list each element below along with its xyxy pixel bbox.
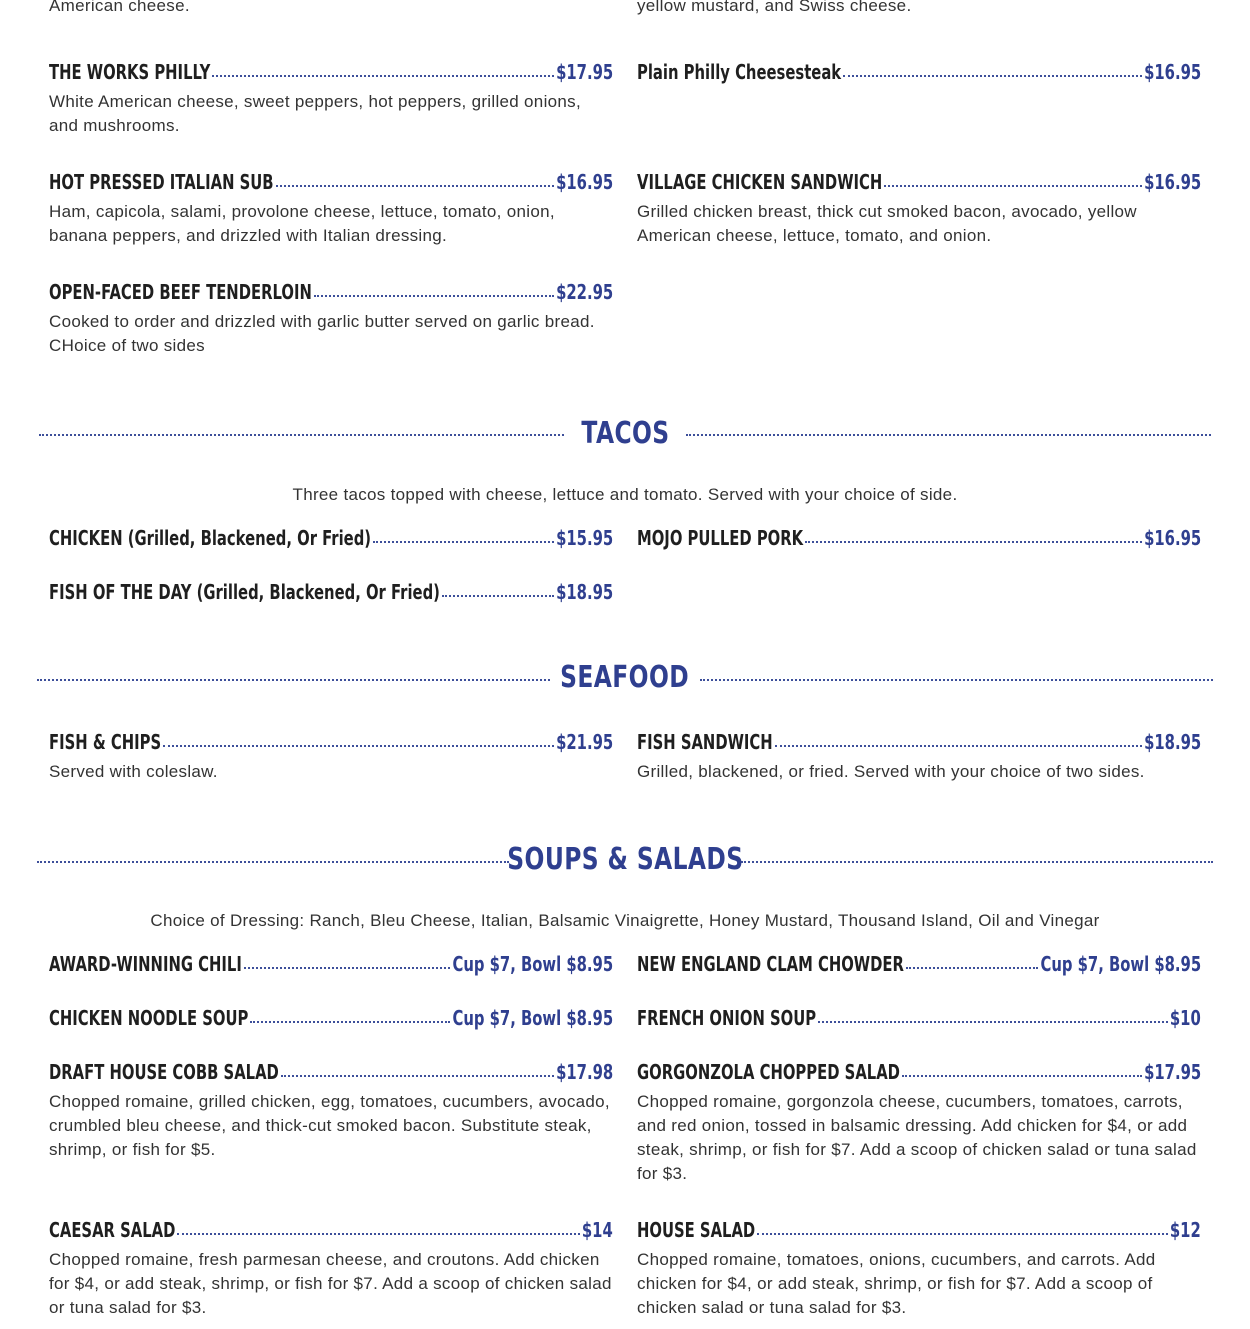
dotted-leader: [757, 1233, 1168, 1235]
dotted-leader: [884, 185, 1142, 187]
item-description: Served with coleslaw.: [49, 762, 218, 781]
dotted-leader: [902, 1075, 1142, 1077]
item-description: Chopped romaine, gorgonzola cheese, cucumbers, tomatoes, carrots, and red onion, tossed in balsamic dressing. Add chicken for $4, or add steak, shrimp, or fish for $7. Add a scoop of chicken salad or tuna salad for $3.: [637, 1092, 1197, 1183]
section-title-soups-salads: SOUPS & SALADS: [506, 842, 744, 877]
item-price: $17.98: [555, 1060, 613, 1084]
item-name: FRENCH ONION SOUP: [637, 1006, 817, 1030]
menu-item: [49, 946, 613, 976]
item-description: Ham, capicola, salami, provolone cheese, lettuce, tomato, onion, banana peppers, and drizzled with Italian dressing.: [49, 202, 555, 245]
menu-item: [637, 1212, 1201, 1320]
menu-item: [637, 1000, 1201, 1030]
item-name: THE WORKS PHILLY: [49, 60, 211, 84]
section-title-seafood: SEAFOOD: [560, 660, 690, 695]
item-price: $16.95: [1143, 170, 1201, 194]
item-name: FISH SANDWICH: [637, 730, 773, 754]
section-note-dressing: Choice of Dressing: Ranch, Bleu Cheese, Italian, Balsamic Vinaigrette, Honey Mustard, Thousand Island, Oil and Vinegar: [150, 911, 1100, 930]
item-price: $10: [1170, 1006, 1201, 1030]
item-price: $21.95: [555, 730, 613, 754]
item-price: Cup $7, Bowl $8.95: [452, 1006, 613, 1030]
item-name: FISH & CHIPS: [49, 730, 162, 754]
item-price: $22.95: [555, 280, 613, 304]
menu-item: [637, 164, 1201, 248]
item-price: $16.95: [1143, 60, 1201, 84]
dotted-leader: [281, 1075, 554, 1077]
dotted-leader: [818, 1021, 1168, 1023]
menu-item: [49, 164, 613, 248]
item-name: HOT PRESSED ITALIAN SUB: [49, 170, 274, 194]
dotted-leader: [212, 75, 554, 77]
dotted-leader: [163, 745, 554, 747]
item-name: CAESAR SALAD: [49, 1218, 176, 1242]
menu-item: [637, 54, 1201, 84]
menu-item: [49, 574, 613, 604]
dotted-leader: [177, 1233, 580, 1235]
section-title-tacos: TACOS: [580, 416, 670, 451]
item-description: Grilled chicken breast, thick cut smoked bacon, avocado, yellow American cheese, lettuce, tomato, and onion.: [637, 202, 1137, 245]
item-price: $15.95: [555, 526, 613, 550]
menu-item: [49, 274, 613, 358]
menu-item: [49, 1000, 613, 1030]
item-name: DRAFT HOUSE COBB SALAD: [49, 1060, 279, 1084]
item-description: Grilled, blackened, or fried. Served with your choice of two sides.: [637, 762, 1145, 781]
dotted-leader: [276, 185, 554, 187]
item-price: $16.95: [555, 170, 613, 194]
item-price: Cup $7, Bowl $8.95: [452, 952, 613, 976]
item-price: $17.95: [1143, 1060, 1201, 1084]
item-name: Plain Philly Cheesesteak: [637, 60, 842, 84]
item-price: $18.95: [1143, 730, 1201, 754]
carryover-description-right: yellow mustard, and Swiss cheese.: [637, 0, 912, 15]
menu-item: [49, 724, 613, 784]
item-name: VILLAGE CHICKEN SANDWICH: [637, 170, 883, 194]
item-price: $12: [1170, 1218, 1201, 1242]
item-price: $17.95: [555, 60, 613, 84]
menu-item: [637, 520, 1201, 550]
menu-item: [637, 724, 1201, 784]
item-name: GORGONZOLA CHOPPED SALAD: [637, 1060, 900, 1084]
menu-item: [49, 520, 613, 550]
item-price: $14: [582, 1218, 613, 1242]
item-name: NEW ENGLAND CLAM CHOWDER: [637, 952, 904, 976]
item-price: Cup $7, Bowl $8.95: [1040, 952, 1201, 976]
carryover-description-left: American cheese.: [49, 0, 190, 15]
item-description: White American cheese, sweet peppers, hot peppers, grilled onions, and mushrooms.: [49, 92, 581, 135]
item-price: $16.95: [1143, 526, 1201, 550]
item-name: CHICKEN NOODLE SOUP: [49, 1006, 249, 1030]
menu-item: [49, 1054, 613, 1162]
dotted-leader: [775, 745, 1142, 747]
menu-item: [49, 1212, 613, 1320]
item-name: HOUSE SALAD: [637, 1218, 756, 1242]
item-description: Chopped romaine, tomatoes, onions, cucumbers, and carrots. Add chicken for $4, or add steak, shrimp, or fish for $7. Add a scoop of chicken salad or tuna salad for $3.: [637, 1250, 1156, 1317]
item-description: Cooked to order and drizzled with garlic butter served on garlic bread. CHoice of two sides: [49, 312, 595, 355]
menu-item: [637, 946, 1201, 976]
menu-item: [637, 1054, 1201, 1186]
item-name: AWARD-WINNING CHILI: [49, 952, 242, 976]
item-description: Chopped romaine, grilled chicken, egg, tomatoes, cucumbers, avocado, crumbled bleu cheese, and thick-cut smoked bacon. Substitute steak, shrimp, or fish for $5.: [49, 1092, 610, 1159]
section-note-tacos: Three tacos topped with cheese, lettuce and tomato. Served with your choice of side.: [292, 485, 958, 504]
dotted-leader: [373, 541, 554, 543]
item-name: OPEN-FACED BEEF TENDERLOIN: [49, 280, 312, 304]
dotted-leader: [843, 75, 1142, 77]
dotted-leader: [314, 295, 554, 297]
item-name: MOJO PULLED PORK: [637, 526, 804, 550]
item-name: FISH OF THE DAY (Grilled, Blackened, Or Fried): [49, 580, 440, 604]
item-name: CHICKEN (Grilled, Blackened, Or Fried): [49, 526, 372, 550]
dotted-leader: [805, 541, 1142, 543]
menu-item: [49, 54, 613, 138]
item-description: Chopped romaine, fresh parmesan cheese, and croutons. Add chicken for $4, or add steak, shrimp, or fish for $7. Add a scoop of chicken salad or tuna salad for $3.: [49, 1250, 612, 1317]
item-price: $18.95: [555, 580, 613, 604]
